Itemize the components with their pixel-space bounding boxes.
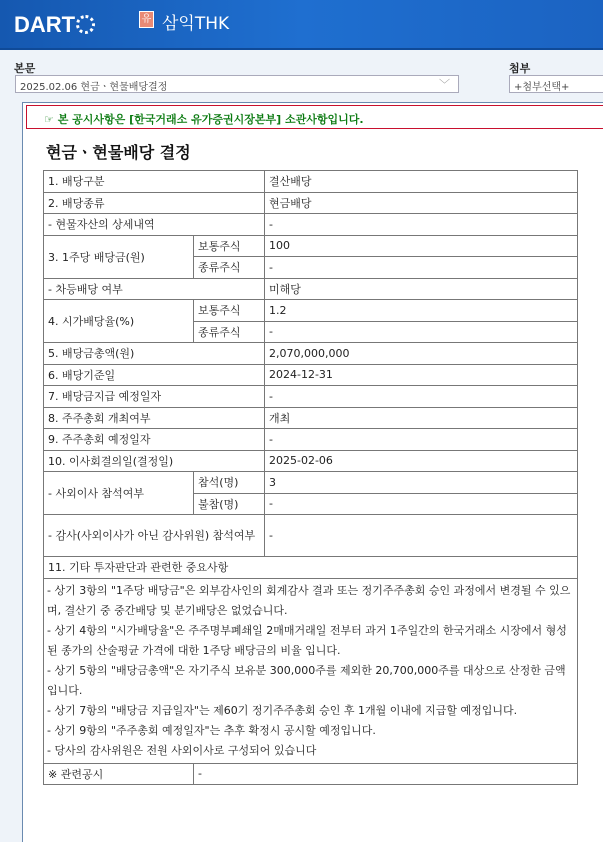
- table-row: 9. 주주총회 예정일자 -: [44, 429, 578, 451]
- table-row: - 현물자산의 상세내역 -: [44, 214, 578, 236]
- note-line: - 당사의 감사위원은 전원 사외이사로 구성되어 있습니다: [47, 743, 317, 757]
- table-row: 1. 배당구분 결산배당: [44, 171, 578, 193]
- table-row: 5. 배당금총액(원) 2,070,000,000: [44, 343, 578, 365]
- table-row: 10. 이사회결의일(결정일) 2025-02-06: [44, 450, 578, 472]
- table-row: 3. 1주당 배당금(원) 보통주식 100: [44, 235, 578, 257]
- dart-logo[interactable]: DART: [14, 12, 95, 38]
- table-row: 불참(명) -: [44, 493, 578, 515]
- attach-label: 첨부: [509, 62, 531, 75]
- table-row: - 감사(사외이사가 아닌 감사위원) 참석여부 -: [44, 515, 578, 557]
- body-select[interactable]: 2025.02.06 현금ㆍ현물배당결정 ﹀: [15, 75, 459, 93]
- company-name: 삼익THK: [162, 14, 230, 34]
- table-row: - 사외이사 참석여부 참석(명) 3: [44, 472, 578, 494]
- note-line: - 상기 7항의 "배당금 지급일자"는 제60기 정기주주총회 승인 후 1개월 이내에 지급할 예정입니다.: [47, 703, 518, 717]
- table-row: 8. 주주총회 개최여부 개최: [44, 407, 578, 429]
- table-row: 종류주식 -: [44, 321, 578, 343]
- dividend-table: [43, 170, 578, 785]
- note-line: - 상기 3항의 "1주당 배당금"은 외부감사인의 회계감사 결과 또는 정기주주총회 승인 과정에서 변경될 수 있으며, 결산기 중 중간배당 및 분기배당은 없었습니다.: [47, 583, 571, 617]
- table-row: 7. 배당금지급 예정일자 -: [44, 386, 578, 408]
- table-row: 11. 기타 투자판단과 관련한 중요사항: [44, 557, 578, 579]
- chevron-down-icon: ﹀: [439, 78, 450, 91]
- notes-cell: [44, 578, 578, 763]
- body-label: 본문: [14, 62, 36, 75]
- table-row: [44, 578, 578, 763]
- attach-select[interactable]: +첨부선택+: [509, 75, 603, 93]
- table-row: - 차등배당 여부 미해당: [44, 278, 578, 300]
- table-row: 2. 배당종류 현금배당: [44, 192, 578, 214]
- note-line: - 상기 5항의 "배당금총액"은 자기주식 보유분 300,000주를 제외한 20,700,000주를 대상으로 산정한 금액 입니다.: [47, 663, 566, 697]
- logo-wheel-icon: [76, 15, 95, 34]
- table-row: 4. 시가배당율(%) 보통주식 1.2: [44, 300, 578, 322]
- table-row: ※ 관련공시 -: [44, 763, 578, 785]
- note-line: - 상기 4항의 "시가배당율"은 주주명부폐쇄일 2매매거래일 전부터 과거 1주일간의 한국거래소 시장에서 형성된 종가의 산술평균 가격에 대한 1주당 배당금의 비율 입니다.: [47, 623, 567, 657]
- table-row: 6. 배당기준일 2024-12-31: [44, 364, 578, 386]
- document-title: 현금ㆍ현물배당 결정: [46, 143, 191, 162]
- notice-box: ☞ 본 공시사항은 [한국거래소 유가증권시장본부] 소관사항입니다.: [26, 105, 603, 129]
- table-row: 종류주식 -: [44, 257, 578, 279]
- header-bar: [0, 0, 603, 50]
- note-line: - 상기 9항의 "주주총회 예정일자"는 추후 확정시 공시할 예정입니다.: [47, 723, 376, 737]
- market-badge: 유: [139, 11, 154, 28]
